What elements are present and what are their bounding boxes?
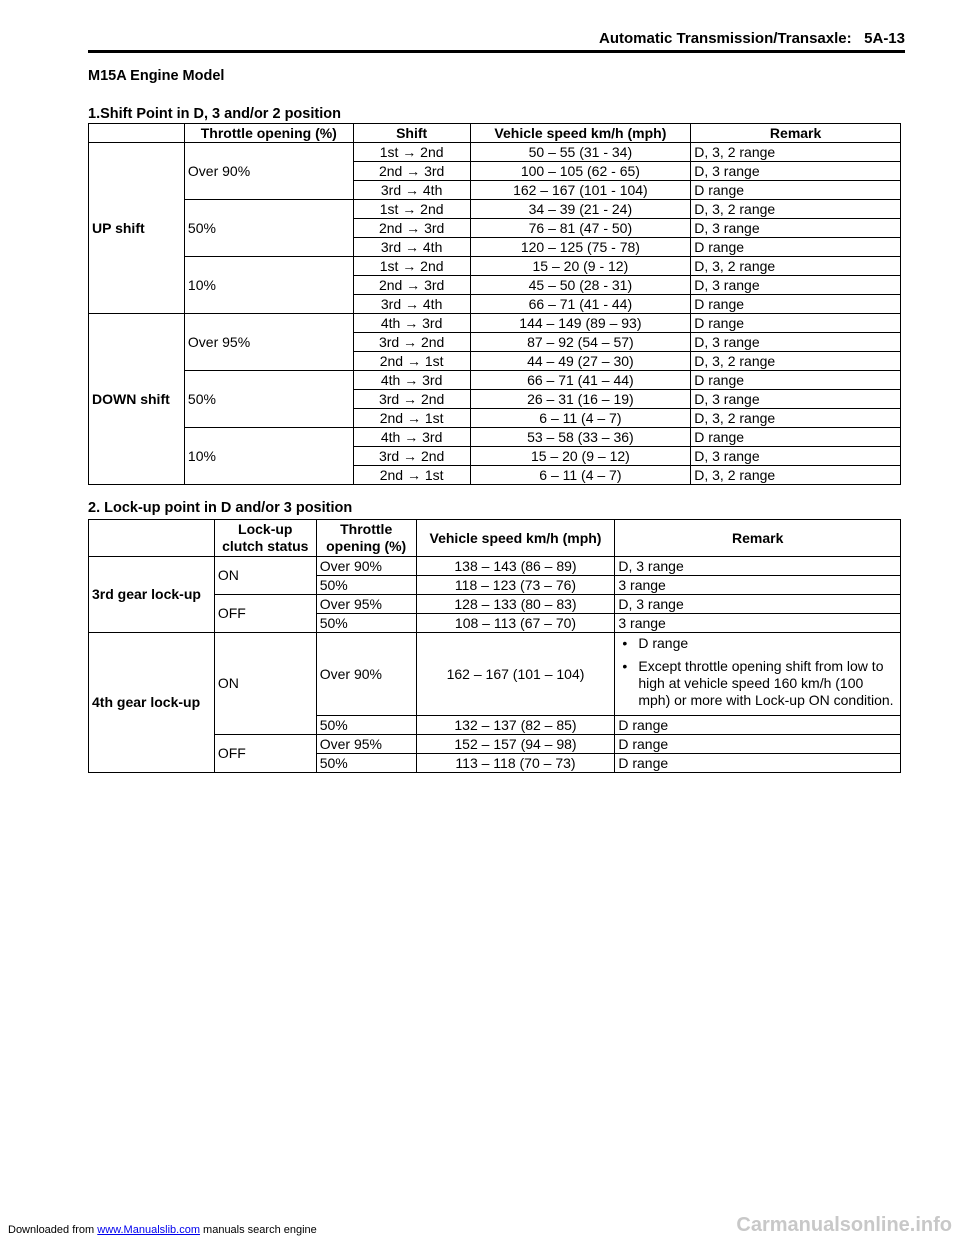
page-header: [0, 30, 905, 47]
remark-bullet: • Except throttle opening shift from low to high at vehicle speed 160 km/h (100 mph) or more with Lock-up ON condition.: [618, 658, 897, 709]
throttle-cell: 10%: [184, 257, 353, 314]
table-row: [89, 633, 901, 716]
footer-prefix: Downloaded from: [8, 1224, 98, 1236]
shift-cell: 1st → 2nd: [353, 200, 470, 219]
header-clutch-line1: Lock-up: [238, 521, 293, 537]
speed-cell: 162 – 167 (101 - 104): [470, 181, 691, 200]
header-empty: [89, 520, 215, 557]
table-row: [89, 200, 901, 219]
clutch-status-cell: ON: [214, 557, 316, 595]
section1-title: 1.Shift Point in D, 3 and/or 2 position: [88, 106, 341, 122]
shift-cell: 2nd → 3rd: [353, 219, 470, 238]
speed-cell: 100 – 105 (62 - 65): [470, 162, 691, 181]
remark-cell: D range: [615, 735, 901, 754]
up-shift-label: UP shift: [89, 143, 185, 314]
shift-cell: 2nd → 3rd: [353, 276, 470, 295]
speed-cell: 6 – 11 (4 – 7): [470, 466, 691, 485]
speed-cell: 108 – 113 (67 – 70): [416, 614, 615, 633]
throttle-cell: 50%: [184, 200, 353, 257]
shift-cell: 2nd → 1st: [353, 409, 470, 428]
remark-cell: D range: [691, 238, 901, 257]
engine-model-heading: M15A Engine Model: [88, 68, 225, 84]
header-throttle-line2: opening (%): [326, 538, 407, 554]
shift-cell: 3rd → 4th: [353, 238, 470, 257]
table-row: [89, 428, 901, 447]
table-header-row: [89, 124, 901, 143]
shift-cell: 1st → 2nd: [353, 257, 470, 276]
throttle-cell: Over 90%: [184, 143, 353, 200]
remark-cell: D, 3 range: [691, 390, 901, 409]
speed-cell: 34 – 39 (21 - 24): [470, 200, 691, 219]
throttle-cell: Over 95%: [184, 314, 353, 371]
clutch-status-cell: ON: [214, 633, 316, 735]
remark-cell: D range: [691, 371, 901, 390]
remark-cell: D, 3, 2 range: [691, 200, 901, 219]
header-throttle: Throttle opening (%): [184, 124, 353, 143]
remark-cell: D, 3 range: [691, 447, 901, 466]
remark-bullet: • D range: [618, 635, 897, 652]
header-empty: [89, 124, 185, 143]
throttle-cell: 50%: [184, 371, 353, 428]
remark-cell: D, 3 range: [691, 276, 901, 295]
remark-cell: D range: [691, 314, 901, 333]
shift-point-table: [88, 123, 901, 485]
header-clutch-line2: clutch status: [222, 538, 309, 554]
header-remark: Remark: [691, 124, 901, 143]
speed-cell: 66 – 71 (41 – 44): [470, 371, 691, 390]
shift-cell: 2nd → 1st: [353, 352, 470, 371]
table-header-row: [89, 520, 901, 557]
speed-cell: 138 – 143 (86 – 89): [416, 557, 615, 576]
down-shift-label: DOWN shift: [89, 314, 185, 485]
shift-cell: 3rd → 2nd: [353, 447, 470, 466]
remark-cell: D, 3, 2 range: [691, 409, 901, 428]
shift-cell: 4th → 3rd: [353, 371, 470, 390]
header-title: Automatic Transmission/Transaxle:: [599, 30, 852, 47]
header-speed: Vehicle speed km/h (mph): [416, 520, 615, 557]
throttle-cell: 50%: [316, 614, 416, 633]
remark-cell: D range: [615, 754, 901, 773]
manualslib-link[interactable]: www.Manualslib.com: [97, 1224, 200, 1236]
speed-cell: 152 – 157 (94 – 98): [416, 735, 615, 754]
remark-cell: D, 3 range: [691, 162, 901, 181]
throttle-cell: 50%: [316, 754, 416, 773]
shift-cell: 3rd → 4th: [353, 295, 470, 314]
speed-cell: 132 – 137 (82 – 85): [416, 716, 615, 735]
throttle-cell: Over 90%: [316, 633, 416, 716]
table-row: [89, 257, 901, 276]
remark-cell: D, 3, 2 range: [691, 466, 901, 485]
speed-cell: 26 – 31 (16 – 19): [470, 390, 691, 409]
speed-cell: 144 – 149 (89 – 93): [470, 314, 691, 333]
table-row: [89, 143, 901, 162]
speed-cell: 87 – 92 (54 – 57): [470, 333, 691, 352]
remark-cell: D, 3 range: [615, 595, 901, 614]
throttle-cell: 50%: [316, 716, 416, 735]
speed-cell: 113 – 118 (70 – 73): [416, 754, 615, 773]
speed-cell: 118 – 123 (73 – 76): [416, 576, 615, 595]
throttle-cell: 10%: [184, 428, 353, 485]
remark-cell: D, 3 range: [615, 557, 901, 576]
speed-cell: 120 – 125 (75 - 78): [470, 238, 691, 257]
section2-title: 2. Lock-up point in D and/or 3 position: [88, 500, 353, 516]
shift-cell: 3rd → 2nd: [353, 333, 470, 352]
footer-suffix: manuals search engine: [199, 1224, 317, 1236]
header-remark: Remark: [615, 520, 901, 557]
clutch-status-cell: OFF: [214, 595, 316, 633]
remark-cell: 3 range: [615, 576, 901, 595]
remark-cell: D, 3 range: [691, 219, 901, 238]
remark-cell: D range: [615, 716, 901, 735]
throttle-cell: Over 90%: [316, 557, 416, 576]
speed-cell: 50 – 55 (31 - 34): [470, 143, 691, 162]
throttle-cell: 50%: [316, 576, 416, 595]
remark-cell: D range: [691, 428, 901, 447]
lockup-point-table: [88, 519, 901, 773]
throttle-cell: Over 95%: [316, 595, 416, 614]
speed-cell: 15 – 20 (9 – 12): [470, 447, 691, 466]
shift-cell: 1st → 2nd: [353, 143, 470, 162]
header-throttle-line1: Throttle: [340, 521, 393, 537]
remark-cell: D, 3, 2 range: [691, 143, 901, 162]
speed-cell: 128 – 133 (80 – 83): [416, 595, 615, 614]
header-speed: Vehicle speed km/h (mph): [470, 124, 691, 143]
shift-cell: 3rd → 2nd: [353, 390, 470, 409]
table-row: [89, 557, 901, 576]
shift-cell: 2nd → 1st: [353, 466, 470, 485]
speed-cell: 66 – 71 (41 - 44): [470, 295, 691, 314]
header-throttle: [316, 520, 416, 557]
speed-cell: 45 – 50 (28 - 31): [470, 276, 691, 295]
speed-cell: 15 – 20 (9 - 12): [470, 257, 691, 276]
header-shift: Shift: [353, 124, 470, 143]
remark-cell: D, 3 range: [691, 333, 901, 352]
clutch-status-cell: OFF: [214, 735, 316, 773]
shift-cell: 2nd → 3rd: [353, 162, 470, 181]
speed-cell: 44 – 49 (27 – 30): [470, 352, 691, 371]
remark-bullet-list: [618, 635, 897, 709]
shift-cell: 4th → 3rd: [353, 314, 470, 333]
speed-cell: 6 – 11 (4 – 7): [470, 409, 691, 428]
table-row: [89, 371, 901, 390]
speed-cell: 76 – 81 (47 - 50): [470, 219, 691, 238]
header-page-number: 5A-13: [864, 30, 905, 47]
remark-cell: D range: [691, 295, 901, 314]
remark-cell: D, 3, 2 range: [691, 352, 901, 371]
remark-cell: 3 range: [615, 614, 901, 633]
footer: [8, 1224, 317, 1236]
fourth-gear-label: 4th gear lock-up: [89, 633, 215, 773]
remark-cell: [615, 633, 901, 716]
third-gear-label: 3rd gear lock-up: [89, 557, 215, 633]
watermark: Carmanualsonline.info: [736, 1214, 952, 1236]
speed-cell: 162 – 167 (101 – 104): [416, 633, 615, 716]
throttle-cell: Over 95%: [316, 735, 416, 754]
remark-cell: D, 3, 2 range: [691, 257, 901, 276]
speed-cell: 53 – 58 (33 – 36): [470, 428, 691, 447]
shift-cell: 4th → 3rd: [353, 428, 470, 447]
table-row: [89, 314, 901, 333]
header-clutch-status: [214, 520, 316, 557]
header-rule: [88, 50, 905, 53]
remark-cell: D range: [691, 181, 901, 200]
shift-cell: 3rd → 4th: [353, 181, 470, 200]
